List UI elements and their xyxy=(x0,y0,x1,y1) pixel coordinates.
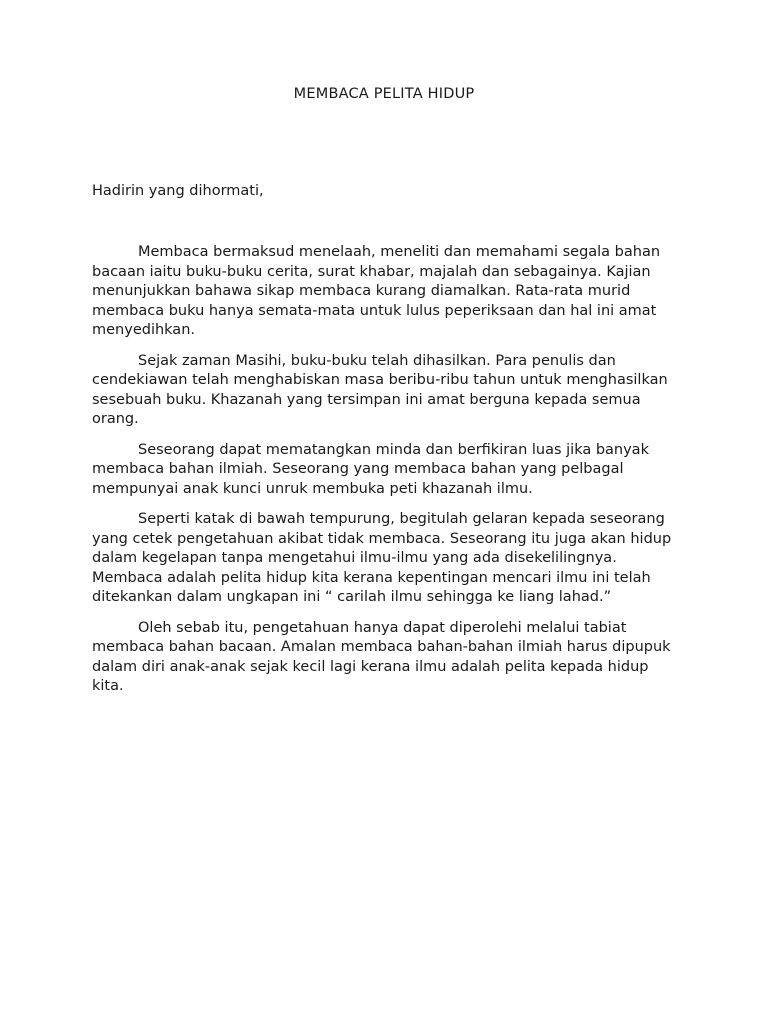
greeting: Hadirin yang dihormati, xyxy=(92,183,264,199)
paragraph: Membaca bermaksud menelaah, meneliti dan memahami segala bahan bacaan iaitu buku-buku cerita, surat khabar, majalah dan sebagainya. Kajian menunjukkan bahawa sikap membaca kurang diamalkan. Rata-rata murid membaca buku hanya semata-mata untuk lulus peperiksaan dan hal ini amat menyedihkan. xyxy=(92,244,661,338)
paragraph: Oleh sebab itu, pengetahuan hanya dapat diperolehi melalui tabiat membaca bahan bacaan. Amalan membaca bahan-bahan ilmiah harus dipupuk dalam diri anak-anak sejak kecil lagi kerana ilmu adalah pelita kepada hidup kita. xyxy=(92,619,671,694)
document-body xyxy=(92,243,674,708)
paragraph: Sejak zaman Masihi, buku-buku telah dihasilkan. Para penulis dan cendekiawan telah menghabiskan masa beribu-ribu tahun untuk menghasilkan sesebuah buku. Khazanah yang tersimpan ini amat berguna kepada semua orang. xyxy=(92,352,668,427)
document-title: MEMBACA PELITA HIDUP xyxy=(293,86,475,102)
paragraph: Seseorang dapat mematangkan minda dan berfikiran luas jika banyak membaca bahan ilmiah. Seseorang yang membaca bahan yang pelbagal mempunyai anak kunci unruk membuka peti khazanah ilmu. xyxy=(92,441,649,497)
paragraph: Seperti katak di bawah tempurung, begitulah gelaran kepada seseorang yang cetek pengetahuan akibat tidak membaca. Seseorang itu juga akan hidup dalam kegelapan tanpa mengetahui ilmu-ilmu yang ada disekelilingnya. Membaca adalah pelita hidup kita kerana kepentingan mencari ilmu ini telah ditekankan dalam ungkapan ini “ carilah ilmu sehingga ke liang lahad.” xyxy=(92,511,672,605)
